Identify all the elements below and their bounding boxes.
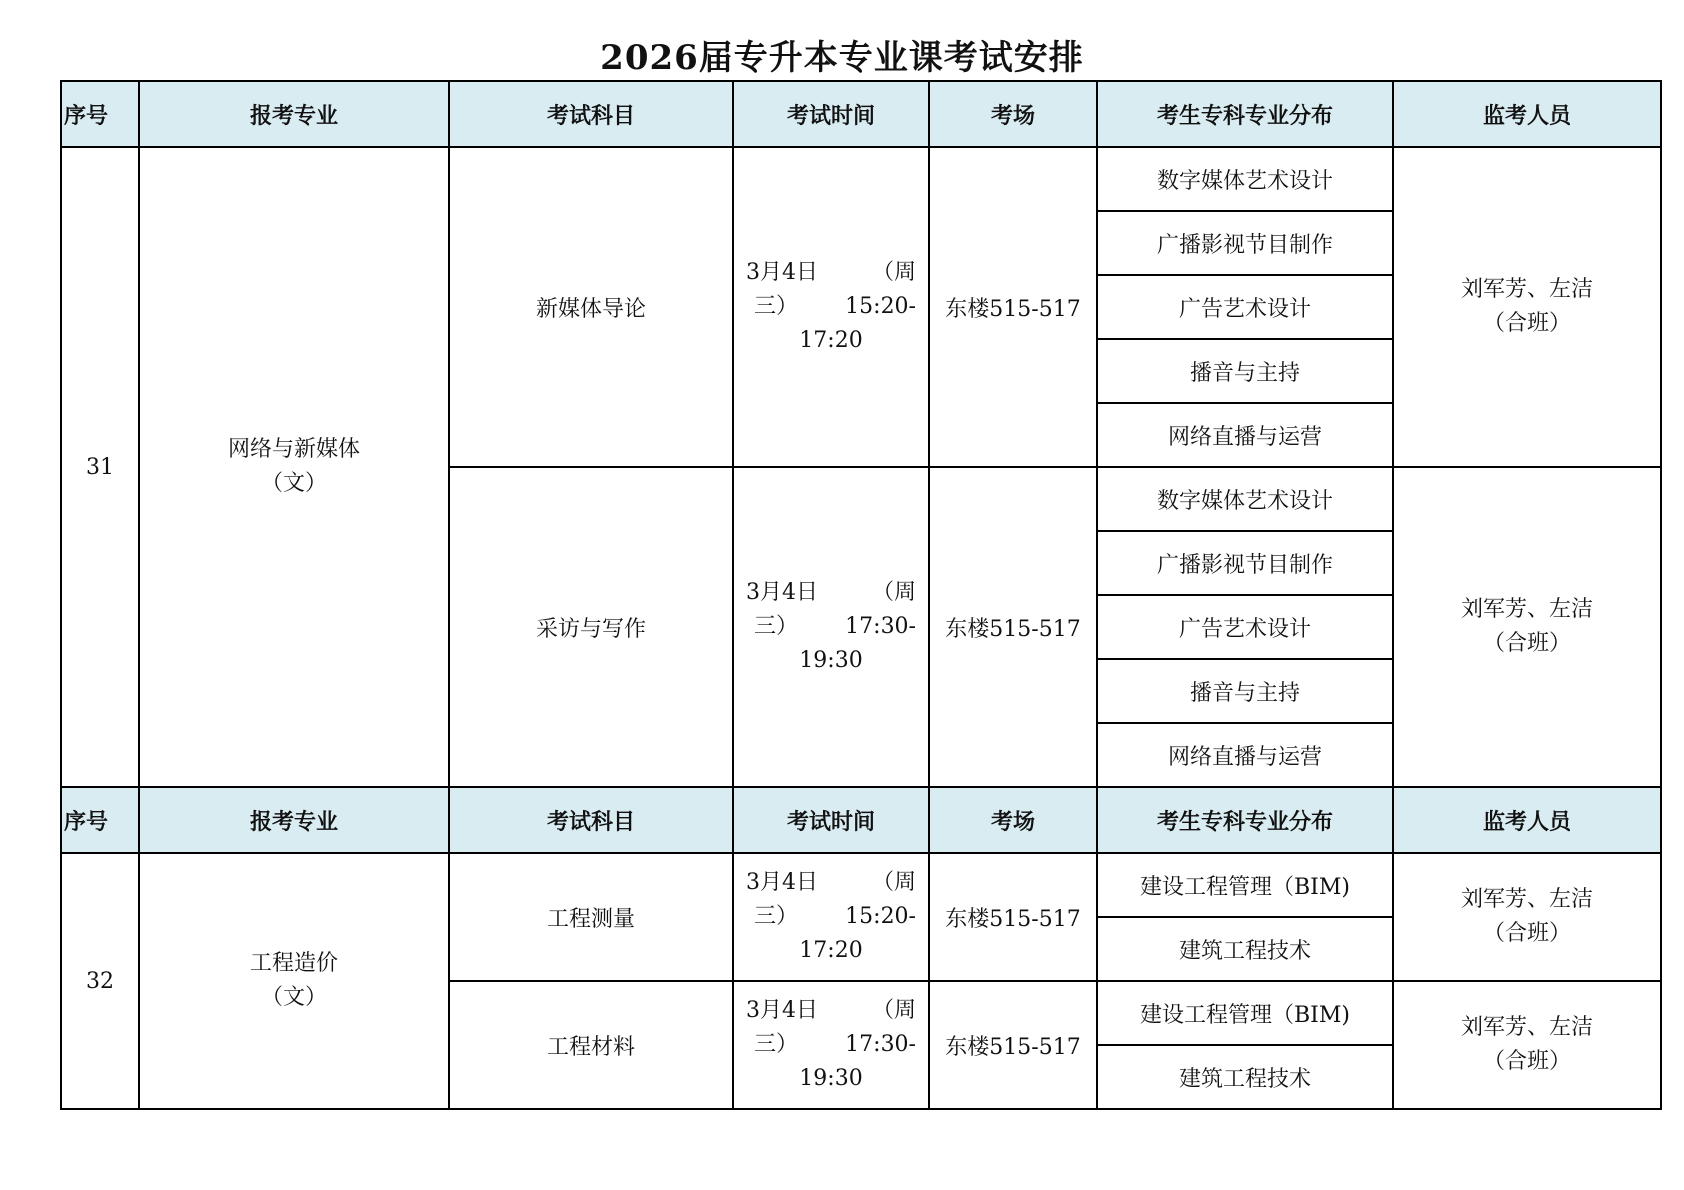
exam-date: 3月4日	[746, 580, 818, 605]
seq-cell: 32	[61, 853, 139, 1109]
proctor-note: （合班）	[1482, 921, 1571, 946]
exam-start: 17:30-	[845, 614, 916, 639]
header-seq: 序号	[61, 787, 139, 853]
exam-week-open: （周	[871, 870, 916, 895]
exam-start: 17:30-	[845, 1032, 916, 1057]
source-cell: 播音与主持	[1097, 659, 1393, 723]
header-major: 报考专业	[139, 81, 449, 147]
exam-schedule-table	[60, 80, 1662, 1110]
header-time: 考试时间	[733, 787, 929, 853]
table-row	[61, 853, 1661, 917]
table-header-row	[61, 787, 1661, 853]
source-cell: 数字媒体艺术设计	[1097, 147, 1393, 211]
header-seq: 序号	[61, 81, 139, 147]
seq-cell: 31	[61, 147, 139, 787]
source-cell: 建筑工程技术	[1097, 917, 1393, 981]
proctor-cell	[1393, 147, 1661, 467]
header-major: 报考专业	[139, 787, 449, 853]
header-room: 考场	[929, 81, 1097, 147]
proctor-names: 刘军芳、左洁	[1460, 1015, 1593, 1040]
major-name: 网络与新媒体	[227, 437, 360, 462]
room-cell: 东楼515-517	[929, 853, 1097, 981]
table-row	[61, 147, 1661, 211]
exam-week-close: 三）	[754, 614, 799, 639]
proctor-cell	[1393, 981, 1661, 1109]
subject-cell: 新媒体导论	[449, 147, 733, 467]
exam-week-open: （周	[871, 580, 916, 605]
header-proctor: 监考人员	[1393, 81, 1661, 147]
exam-start: 15:20-	[845, 294, 916, 319]
header-subject: 考试科目	[449, 787, 733, 853]
exam-date: 3月4日	[746, 870, 818, 895]
header-proctor: 监考人员	[1393, 787, 1661, 853]
source-cell: 网络直播与运营	[1097, 403, 1393, 467]
major-cell	[139, 853, 449, 1109]
proctor-note: （合班）	[1482, 631, 1571, 656]
exam-week-close: 三）	[754, 1032, 799, 1057]
room-cell: 东楼515-517	[929, 467, 1097, 787]
exam-date: 3月4日	[746, 998, 818, 1023]
subject-cell: 采访与写作	[449, 467, 733, 787]
exam-end: 19:30	[799, 1066, 863, 1091]
source-cell: 广播影视节目制作	[1097, 211, 1393, 275]
subject-cell: 工程材料	[449, 981, 733, 1109]
header-source: 考生专科专业分布	[1097, 81, 1393, 147]
source-cell: 网络直播与运营	[1097, 723, 1393, 787]
major-type: （文）	[260, 471, 327, 496]
proctor-names: 刘军芳、左洁	[1460, 277, 1593, 302]
source-cell: 广播影视节目制作	[1097, 531, 1393, 595]
exam-end: 17:20	[799, 328, 863, 353]
exam-week-open: （周	[871, 998, 916, 1023]
major-type: （文）	[260, 985, 327, 1010]
proctor-cell	[1393, 853, 1661, 981]
proctor-names: 刘军芳、左洁	[1460, 597, 1593, 622]
exam-week-close: 三）	[754, 294, 799, 319]
proctor-names: 刘军芳、左洁	[1460, 887, 1593, 912]
table-header-row	[61, 81, 1661, 147]
header-subject: 考试科目	[449, 81, 733, 147]
time-cell	[733, 853, 929, 981]
room-cell: 东楼515-517	[929, 147, 1097, 467]
source-cell: 数字媒体艺术设计	[1097, 467, 1393, 531]
time-cell	[733, 981, 929, 1109]
source-cell: 建筑工程技术	[1097, 1045, 1393, 1109]
source-cell: 建设工程管理（BIM)	[1097, 853, 1393, 917]
exam-end: 19:30	[799, 648, 863, 673]
source-cell: 广告艺术设计	[1097, 595, 1393, 659]
header-source: 考生专科专业分布	[1097, 787, 1393, 853]
time-cell	[733, 467, 929, 787]
page-title: 2026届专升本专业课考试安排	[600, 38, 1084, 78]
exam-end: 17:20	[799, 938, 863, 963]
proctor-cell	[1393, 467, 1661, 787]
source-cell: 广告艺术设计	[1097, 275, 1393, 339]
proctor-note: （合班）	[1482, 1049, 1571, 1074]
header-room: 考场	[929, 787, 1097, 853]
source-cell: 播音与主持	[1097, 339, 1393, 403]
time-cell	[733, 147, 929, 467]
source-cell: 建设工程管理（BIM)	[1097, 981, 1393, 1045]
exam-week-open: （周	[871, 260, 916, 285]
major-name: 工程造价	[249, 951, 338, 976]
exam-start: 15:20-	[845, 904, 916, 929]
subject-cell: 工程测量	[449, 853, 733, 981]
major-cell	[139, 147, 449, 787]
exam-week-close: 三）	[754, 904, 799, 929]
proctor-note: （合班）	[1482, 311, 1571, 336]
header-time: 考试时间	[733, 81, 929, 147]
room-cell: 东楼515-517	[929, 981, 1097, 1109]
exam-date: 3月4日	[746, 260, 818, 285]
